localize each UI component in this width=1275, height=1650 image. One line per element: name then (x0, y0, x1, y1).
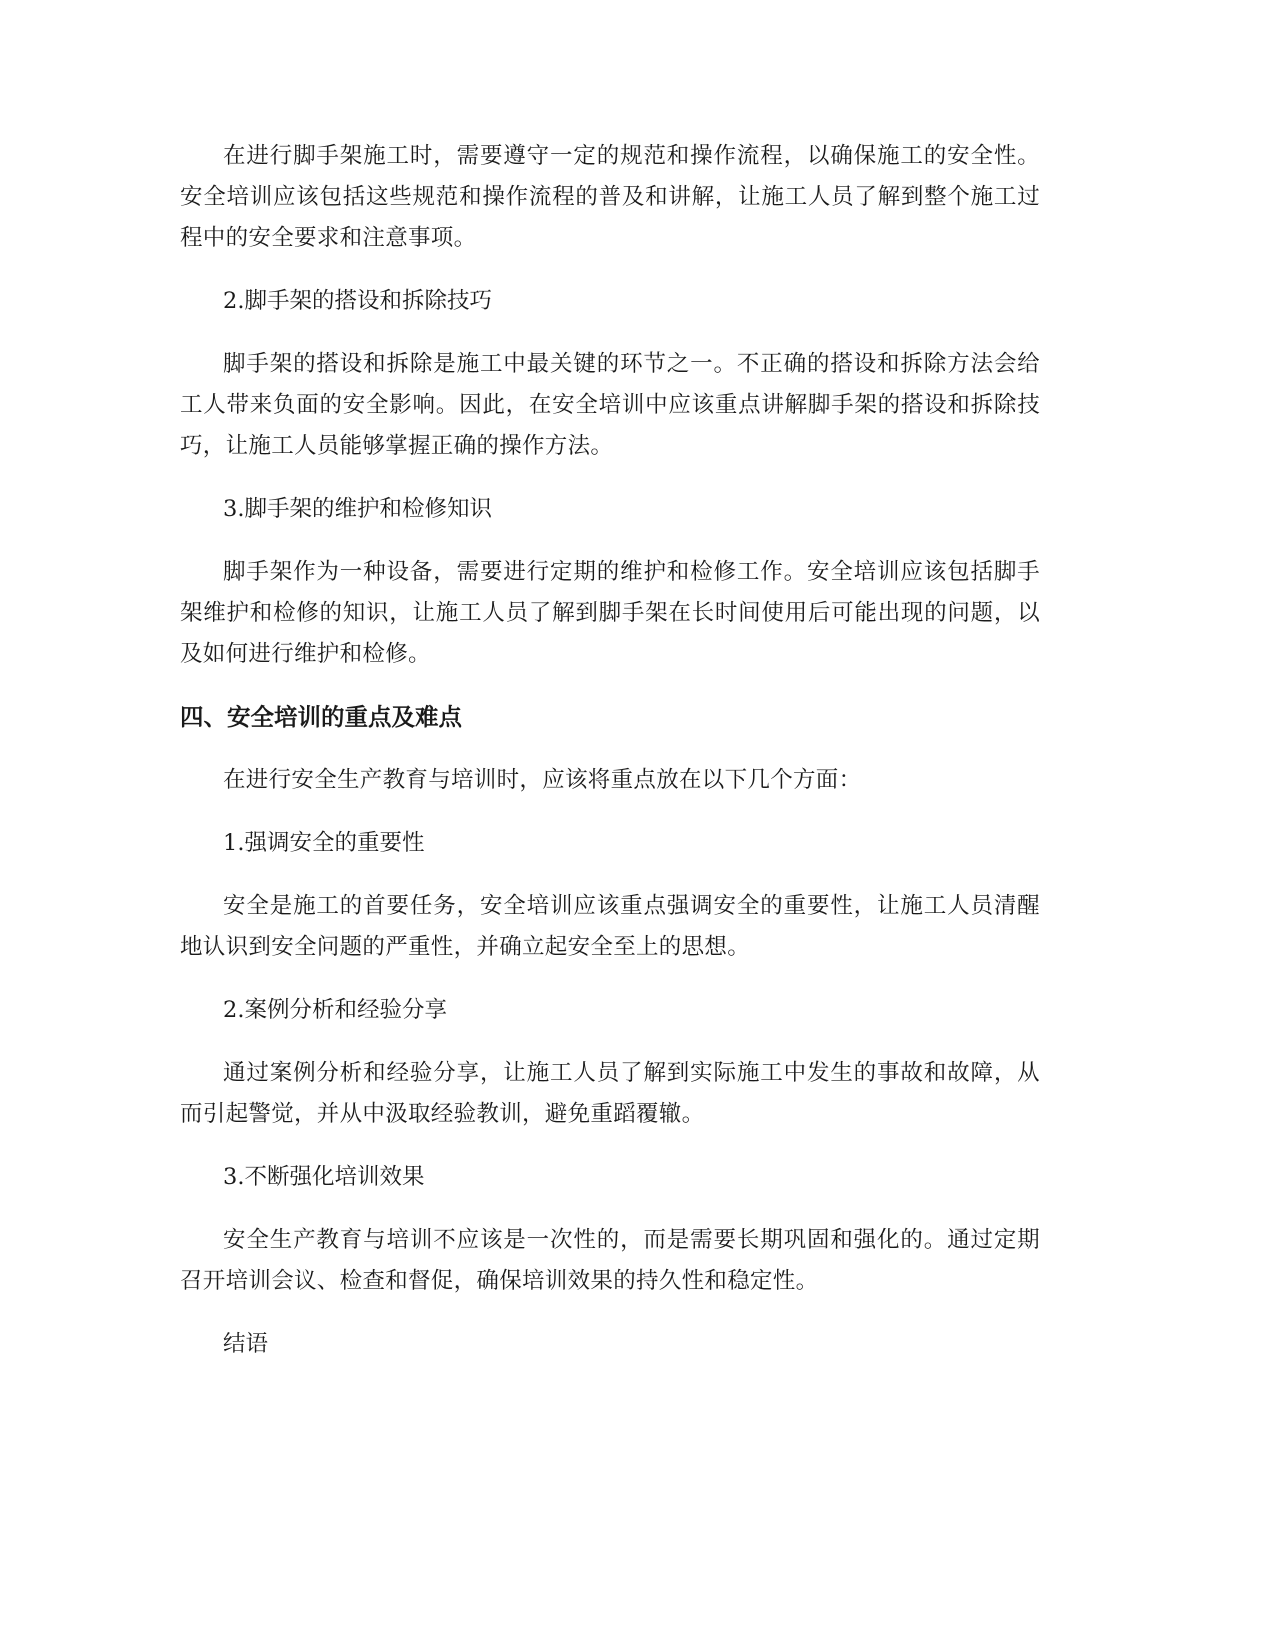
paragraph-case-analysis: 通过案例分析和经验分享，让施工人员了解到实际施工中发生的事故和故障，从而引起警觉，并从中汲取经验教训，避免重蹈覆辙。 (180, 1060, 1040, 1127)
paragraph-reinforcement: 安全生产教育与培训不应该是一次性的，而是需要长期巩固和强化的。通过定期召开培训会议、检查和督促，确保培训效果的持久性和稳定性。 (180, 1227, 1040, 1294)
paragraph-key-points-intro: 在进行安全生产教育与培训时，应该将重点放在以下几个方面： (223, 767, 862, 793)
paragraph-maintenance: 脚手架作为一种设备，需要进行定期的维护和检修工作。安全培训应该包括脚手架维护和检修的知识，让施工人员了解到脚手架在长时间使用后可能出现的问题，以及如何进行维护和检修。 (180, 559, 1040, 667)
subheading-reinforcement: 3.不断强化培训效果 (223, 1164, 425, 1190)
paragraph-erection-dismantling: 脚手架的搭设和拆除是施工中最关键的环节之一。不正确的搭设和拆除方法会给工人带来负面的安全影响。因此，在安全培训中应该重点讲解脚手架的搭设和拆除技巧，让施工人员能够掌握正确的操作方法。 (180, 351, 1040, 459)
paragraph-importance: 安全是施工的首要任务，安全培训应该重点强调安全的重要性，让施工人员清醒地认识到安全问题的严重性，并确立起安全至上的思想。 (180, 893, 1040, 960)
subheading-maintenance: 3.脚手架的维护和检修知识 (223, 496, 492, 522)
subheading-conclusion: 结语 (223, 1331, 269, 1357)
section-heading-key-points: 四、安全培训的重点及难点 (180, 703, 462, 731)
paragraph-safety-norms: 在进行脚手架施工时，需要遵守一定的规范和操作流程，以确保施工的安全性。安全培训应该包括这些规范和操作流程的普及和讲解，让施工人员了解到整个施工过程中的安全要求和注意事项。 (180, 143, 1040, 251)
document-page (180, 136, 1040, 1365)
subheading-erection-dismantling: 2.脚手架的搭设和拆除技巧 (223, 288, 492, 314)
subheading-case-analysis: 2.案例分析和经验分享 (223, 997, 447, 1023)
subheading-importance: 1.强调安全的重要性 (223, 830, 425, 856)
